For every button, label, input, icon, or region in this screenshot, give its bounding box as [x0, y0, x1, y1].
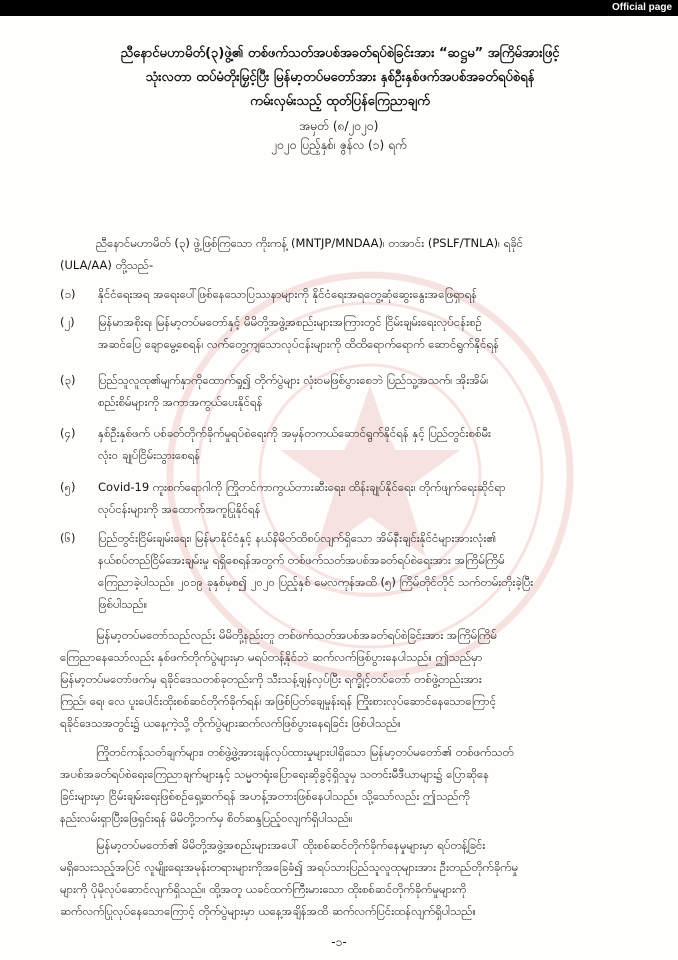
- official-page-badge: Official page: [611, 2, 672, 13]
- item-number: (၆): [60, 531, 76, 545]
- statement-date: ၂၀၂၀ ပြည့်နှစ်၊ ဇွန်လ (၁) ရက်: [271, 138, 407, 152]
- title-line: သုံးလတာ ထပ်မံတိုးမြှင့်ပြီး မြန်မာ့တပ်မတော်အား နှစ်ဦးနှစ်ဖက်အပစ်အခတ်ရပ်စဲရန်: [145, 70, 535, 85]
- text-line: နယ်စပ်တည်ငြိမ်အေးချမ်းမှု ရရှိစေရန်အတွက် တစ်ဖက်သတ်အပစ်အခတ်ရပ်စဲရေးအား အကြိမ်ကြိမ်: [98, 553, 505, 567]
- text-line: အဆင်ပြေ ချောမွေ့စေရန်၊ လက်တွေ့ကျသောလုပ်ငန်းများကို ထိထိရောက်ရောက် ဆောင်ရွက်နိုင်ရန်: [98, 337, 500, 351]
- text-line: ညီနောင်မဟာမိတ် (၃) ဖွဲ့ဖြစ်ကြသော ကိုးကန့် (MNTJP/MNDAA)၊ တအာင်း (PSLF/TNLA)၊ ရခိုင်: [96, 236, 524, 250]
- text-line: ရခိုင်ဒေသအတွင်း၌ ယနေ့ကဲ့သို့ တိုက်ပွဲများဆက်လက်ဖြစ်ပွားနေရခြင်း ဖြစ်ပါသည်။: [60, 716, 401, 730]
- text-line: ဖြစ်ပါသည်။: [98, 597, 148, 611]
- text-line: ပြည်တွင်းငြိမ်းချမ်းရေး၊ မြန်မာနိုင်ငံနှင့် နယ်နိမိတ်ထိစပ်လျက်ရှိသော အိမ်နီးချင်းနိုင်ငံများအားလုံး၏: [98, 531, 497, 545]
- top-bar: [0, 0, 678, 16]
- title-line: ညီနောင်မဟာမိတ်(၃)ဖွဲ့၏ တစ်ဖက်သတ်အပစ်အခတ်ရပ်စဲခြင်းအား “ဆဋ္ဌမ” အကြိမ်အားဖြင့်: [120, 46, 560, 61]
- text-line: မြန်မာ့တပ်မတော်ဖက်မှ ရခိုင်ဒေသတစ်ခုတည်းကို သီးသန့်ချန်လှပ်ပြီး ရက္ခိုင့်တပ်တော် တစ်ဖွဲ့တည်းအား: [60, 672, 482, 686]
- document-title: [60, 42, 620, 114]
- item-number: (၂): [60, 315, 75, 329]
- item-number: (၄): [60, 426, 76, 440]
- text-line: မြန်မာ့တပ်မတော်၏ မိမိတို့အဖွဲ့အစည်းများအပေါ် ထိုးစစ်ဆင်တိုက်ခိုက်နေမှုများမှာ ရပ်တန့်ခြင်း: [96, 838, 486, 852]
- item-number: (၃): [60, 373, 76, 387]
- body-paragraph: [60, 834, 628, 922]
- body-paragraph: [60, 624, 628, 734]
- text-line: များကို ပိုမိုလုပ်ဆောင်လျက်ရှိသည်။ ထို့အတူ ယခင်ထက်ကြီးမားသော ထိုးစစ်ဆင်တိုက်ခိုက်မှုများကို: [60, 882, 467, 896]
- title-line: ကမ်းလှမ်းသည့် ထုတ်ပြန်ကြေညာချက်: [250, 94, 430, 109]
- text-line: ကြေညာခဲ့ပါသည်။ ၂၀၁၉ ခုနှစ်မှစ၍ ၂၀၂၀ ပြည့်နှစ် မေလကုန်အထိ (၅) ကြိမ်တိုင်တိုင် သက်တမ်းတိုးခဲ့ပြီး: [98, 575, 534, 589]
- text-line: လုံးဝ ချုပ်ငြိမ်းသွားစေရန်: [98, 448, 201, 462]
- item-number: (၅): [60, 480, 76, 494]
- text-line: ကြိုတင်ကန့်သတ်ချက်များ၊ တစ်ဖွဲ့ဖွဲ့အားချန်လှပ်ထားမှုများပါရှိသော မြန်မာ့တပ်မတော်၏ တစ်ဖက်သတ်: [96, 745, 514, 759]
- text-line: စည်းစိမ်များကို အကာအကွယ်ပေးနိုင်ရန်: [98, 395, 263, 409]
- text-line: ခြင်းများမှာ ငြိမ်းချမ်းရေးဖြစ်စဉ်ရှေ့ဆက်ရန် အဟန့်အတားဖြစ်နေပါသည်။ သို့သော်လည်း ဤသည်ကို: [60, 789, 470, 803]
- text-line: Covid-19 ကူးစက်ရောဂါကို ကြိုတင်ကာကွယ်တားဆီးရေး၊ ထိန်းချုပ်နိုင်ရေး၊ တိုက်ဖျက်ရေးဆိုင်ရာ: [98, 480, 506, 494]
- text-line: မရှိသေးသည့်အပြင် လူမျိုးရေးအမုန်းတရားများကိုအခြေခံ၍ အရပ်သားပြည်သူလူထုများအား ဦးတည်တိုက်ခိုက်မှု: [60, 860, 519, 874]
- item-number: (၁): [60, 287, 76, 301]
- text-line: (ULA/AA) တို့သည်-: [60, 258, 154, 272]
- text-line: နှစ်ဦးနှစ်ဖက် ပစ်ခတ်တိုက်ခိုက်မှုရပ်စဲရေးကို အမှန်တကယ်ဆောင်ရွက်နိုင်ရန် နှင့် ပြည်တွင်းစစ်မီး: [98, 426, 491, 440]
- body-paragraph: [60, 741, 628, 829]
- text-line: ပြည်သူလူထု၏မျက်နှာကိုထောက်ရှု၍ တိုက်ပွဲများ လုံးဝမဖြစ်ပွားစေဘဲ ပြည်သူ့အသက်၊ အိုးအိမ်၊: [98, 373, 489, 387]
- statement-header: [0, 117, 678, 155]
- page-number: -၁-: [331, 935, 347, 949]
- text-line: လုပ်ငန်းများကို အထောက်အကူပြုနိုင်ရန်: [98, 502, 261, 516]
- intro-paragraph: [60, 232, 628, 276]
- text-line: အပစ်အခတ်ရပ်စဲရေးကြေညာချက်များနှင့် သမ္မတရုံးပြောရေးဆိုခွင့်ရှိသူမှ သတင်းမီဒီယာများ၌ ပြောဆိုနေ: [60, 767, 490, 781]
- text-line: မြန်မာ့တပ်မတော်သည်လည်း မိမိတို့နည်းတူ တစ်ဖက်သတ်အပစ်အခတ်ရပ်စဲခြင်းအား အကြိမ်ကြိမ်: [96, 628, 498, 642]
- text-line: ကြည်၊ ရေ၊ လေ ပူးပေါင်းထိုးစစ်ဆင်တိုက်ခိုက်ရန်၊ အဖြစ်ပြတ်ချေမှုန်းရန် ကြိုးစားလုပ်ဆောင်နေသောကြောင့်: [60, 694, 497, 708]
- statement-number: အမှတ် (၈/၂၀၂၀): [299, 119, 379, 133]
- text-line: နည်းလမ်းရှာပြီးဖြေရှင်းရန် မိမိတို့ဘက်မှ စိတ်ဆန္ဒပြည့်ဝလျက်ရှိပါသည်။: [60, 811, 353, 825]
- text-line: နိုင်ငံရေးအရ အရေးပေါ်ဖြစ်နေသောပြဿနာများကို နိုင်ငံရေးအရတွေ့ဆုံဆွေးနွေးအဖြေရှာရန်: [98, 287, 478, 301]
- text-line: ဆက်လက်ပြုလုပ်နေသောကြောင့် တိုက်ပွဲများမှာ ယနေ့အချိန်အထိ ဆက်လက်ပြင်းထန်လျက်ရှိပါသည်။: [60, 904, 476, 918]
- text-line: မြန်မာအစိုးရ၊ မြန်မာ့တပ်မတော်နှင့် မိမိတို့အဖွဲ့အစည်းများအကြားတွင် ငြိမ်းချမ်းရေးလုပ်ငန်းစဉ်: [98, 315, 482, 329]
- text-line: ကြေညာနေသော်လည်း နှစ်ဖက်တိုက်ပွဲများမှာ မရပ်တန့်နိုင်ဘဲ ဆက်လက်ဖြစ်ပွားနေပါသည်။ ဤသည်မှာ: [60, 650, 483, 664]
